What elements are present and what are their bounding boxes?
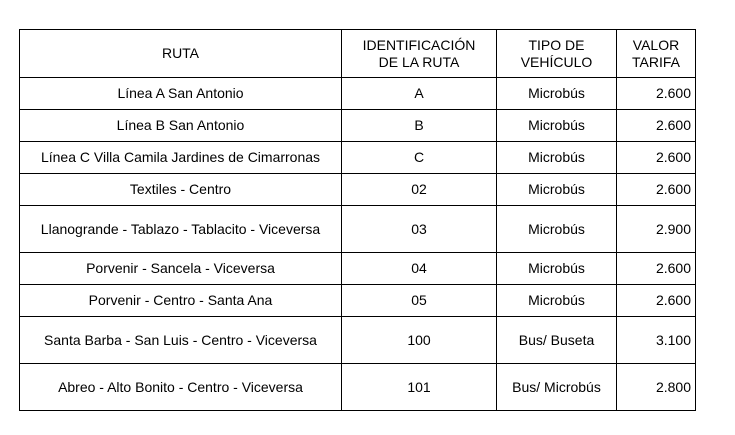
header-ruta: RUTA (20, 30, 342, 78)
cell-tipo: Microbús (497, 110, 617, 142)
table-row (20, 285, 696, 317)
cell-ruta: Abreo - Alto Bonito - Centro - Viceversa (20, 364, 342, 411)
header-tipo-line2: VEHÍCULO (520, 53, 593, 70)
cell-tipo: Microbús (497, 206, 617, 253)
cell-tarifa: 2.600 (617, 285, 696, 317)
cell-id: A (342, 78, 497, 110)
header-tarifa-line1: VALOR (632, 36, 680, 53)
cell-id: B (342, 110, 497, 142)
cell-id: 101 (342, 364, 497, 411)
cell-tarifa: 2.600 (617, 174, 696, 206)
cell-tipo: Microbús (497, 142, 617, 174)
cell-tipo: Microbús (497, 285, 617, 317)
cell-ruta: Textiles - Centro (20, 174, 342, 206)
table-header-row (20, 30, 696, 78)
cell-ruta: Línea B San Antonio (20, 110, 342, 142)
cell-tipo: Bus/ Buseta (497, 317, 617, 364)
cell-tipo: Bus/ Microbús (497, 364, 617, 411)
cell-ruta: Línea C Villa Camila Jardines de Cimarronas (20, 142, 342, 174)
cell-id: 04 (342, 253, 497, 285)
cell-ruta: Línea A San Antonio (20, 78, 342, 110)
routes-table (19, 29, 696, 411)
table-row (20, 317, 696, 364)
header-tarifa (617, 30, 696, 78)
cell-tarifa: 3.100 (617, 317, 696, 364)
cell-tarifa: 2.600 (617, 142, 696, 174)
cell-tipo: Microbús (497, 78, 617, 110)
cell-tarifa: 2.800 (617, 364, 696, 411)
table-row (20, 206, 696, 253)
cell-id: 100 (342, 317, 497, 364)
cell-tipo: Microbús (497, 174, 617, 206)
table-row (20, 253, 696, 285)
cell-id: 02 (342, 174, 497, 206)
header-tipo (497, 30, 617, 78)
cell-tarifa: 2.600 (617, 253, 696, 285)
table-row (20, 110, 696, 142)
table-row (20, 142, 696, 174)
cell-id: C (342, 142, 497, 174)
cell-tarifa: 2.900 (617, 206, 696, 253)
cell-tarifa: 2.600 (617, 110, 696, 142)
cell-ruta: Porvenir - Centro - Santa Ana (20, 285, 342, 317)
table-row (20, 174, 696, 206)
header-tipo-line1: TIPO DE (528, 36, 585, 53)
cell-ruta: Santa Barba - San Luis - Centro - Viceversa (20, 317, 342, 364)
header-identificacion-line2: DE LA RUTA (378, 53, 460, 70)
cell-tarifa: 2.600 (617, 78, 696, 110)
header-identificacion-line1: IDENTIFICACIÓN (362, 36, 476, 53)
cell-id: 03 (342, 206, 497, 253)
cell-ruta: Llanogrande - Tablazo - Tablacito - Viceversa (20, 206, 342, 253)
cell-tipo: Microbús (497, 253, 617, 285)
header-identificacion (342, 30, 497, 78)
table-row (20, 364, 696, 411)
cell-ruta: Porvenir - Sancela - Viceversa (20, 253, 342, 285)
table-row (20, 78, 696, 110)
header-tarifa-line2: TARIFA (632, 53, 680, 70)
cell-id: 05 (342, 285, 497, 317)
